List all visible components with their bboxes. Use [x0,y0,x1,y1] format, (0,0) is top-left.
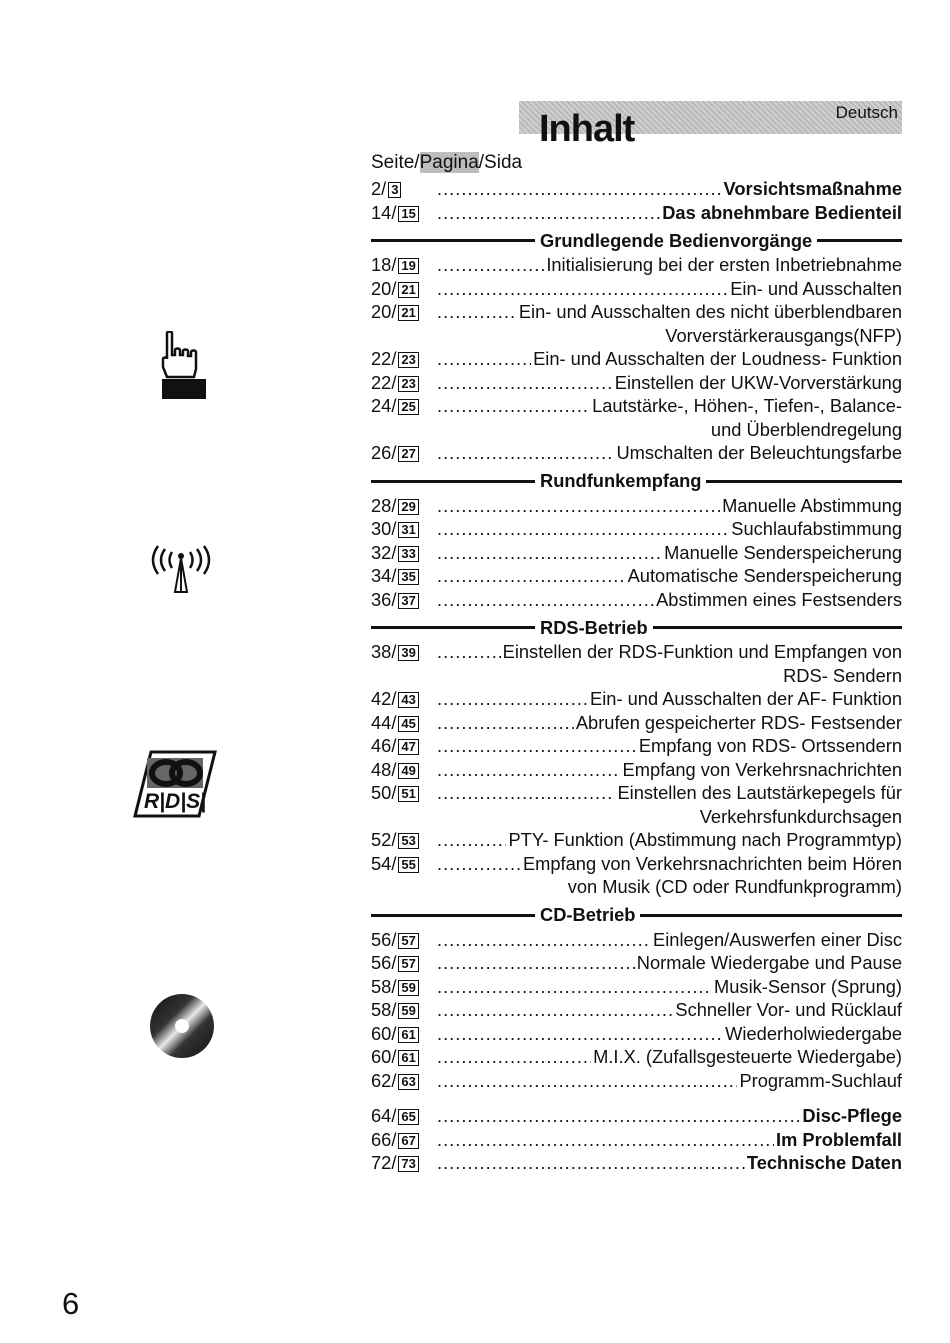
dot-leader [437,300,517,324]
section-rule [371,239,535,242]
section-title: Grundlegende Bedienvorgänge [540,229,813,251]
toc-page-ref [371,828,437,852]
page-number-de: 58/ [371,999,397,1020]
compact-disc-icon [148,992,216,1065]
dot-leader [437,441,614,465]
page-number-boxed: 61 [398,1050,418,1066]
page-number-boxed: 39 [398,645,418,661]
toc-entry [371,517,902,541]
toc-entry [371,928,902,952]
toc-page-ref [371,975,437,999]
toc-page-ref [371,1128,437,1152]
toc-page-ref [371,494,437,518]
dot-leader [437,1104,800,1128]
page-number-de: 48/ [371,758,397,780]
page-number-de: 72/ [371,1152,397,1173]
toc-page-ref [371,1104,437,1128]
toc-entry [371,371,902,395]
toc-entry-title: Ein- und Ausschalten der AF- Funktion [590,688,902,709]
page-number-boxed: 25 [398,399,418,415]
toc-section-heading [371,903,902,928]
page-number-de: 38/ [371,641,397,662]
toc-entry [371,1151,902,1175]
toc-page-ref [371,1069,437,1093]
page-number-de: 22/ [371,348,397,369]
dot-leader [437,1151,745,1175]
toc-entry-title: Lautstärke-, Höhen-, Tiefen-, Balance- [592,395,902,416]
toc-entry [371,441,902,465]
dot-leader [437,588,654,612]
toc-page-ref [371,1045,437,1069]
toc-entry-title-continued: von Musik (CD oder Rundfunkprogramm) [567,876,902,897]
page-number-boxed: 45 [398,716,418,732]
dot-leader [437,347,531,371]
toc-entry [371,1069,902,1093]
page-number-de: 50/ [371,782,397,803]
page-number-boxed: 59 [398,980,418,996]
column-header-pagina: Pagina [419,152,479,173]
page-number-boxed: 21 [398,305,418,321]
dot-leader [437,277,728,301]
toc-entry-title: Suchlaufabstimmung [731,518,902,539]
dot-leader [437,494,720,518]
toc-entry [371,564,902,588]
section-title: RDS-Betrieb [540,616,648,638]
toc-entry-title: Programm-Suchlauf [739,1069,902,1091]
toc-entry [371,1045,902,1069]
toc-entry-title: Einstellen der RDS-Funktion und Empfangen von [502,641,902,662]
toc-entry [371,347,902,371]
toc-entry-title-continued: Verkehrsfunkdurchsagen [699,805,902,827]
toc-page-ref [371,1022,437,1046]
page-number-boxed: 31 [398,522,418,538]
page-number-boxed: 3 [388,182,401,198]
dot-leader [437,1045,591,1069]
language-label: Deutsch [835,103,898,122]
toc-entry [371,975,902,999]
toc-page-ref [371,517,437,541]
toc-page-ref [371,951,437,975]
page-number-de: 24/ [371,395,397,416]
table-of-contents [371,177,902,1175]
toc-page-ref [371,734,437,758]
toc-entry [371,494,902,518]
page-number-de: 62/ [371,1069,397,1091]
page-number-de: 30/ [371,518,397,539]
section-rule [371,914,535,917]
toc-page-ref [371,300,437,324]
page-number-de: 46/ [371,735,397,756]
column-header [371,153,522,172]
toc-entry [371,998,902,1022]
page-number-boxed: 73 [398,1156,418,1172]
page-number-boxed: 21 [398,282,418,298]
toc-entry-title-continued: Vorverstärkerausgangs(NFP) [665,324,902,346]
dot-leader [437,177,722,201]
toc-entry-title: Schneller Vor- und Rücklauf [675,999,902,1020]
toc-entry-title-continued: und Überblendregelung [710,418,902,440]
page-number-boxed: 53 [398,833,418,849]
dot-leader [437,928,651,952]
toc-entry-title: Manuelle Senderspeicherung [664,541,902,563]
toc-section-heading [371,469,902,494]
toc-page-ref [371,998,437,1022]
page-number-boxed: 61 [398,1027,418,1043]
rds-logo-icon [133,748,217,825]
page-number-de: 60/ [371,1046,397,1067]
dot-leader [437,253,544,277]
toc-section-heading [371,228,902,253]
toc-entry [371,177,902,201]
toc-entry-title: Umschalten der Beleuchtungsfarbe [616,442,902,463]
toc-entry [371,253,902,277]
page-number-de: 2/ [371,178,387,199]
page-number-de: 52/ [371,829,397,850]
toc-page-ref [371,758,437,782]
dot-leader [437,711,574,735]
page-number: 6 [62,1286,80,1321]
page-number-de: 58/ [371,975,397,997]
toc-entry [371,828,902,852]
toc-page-ref [371,1151,437,1175]
toc-page-ref [371,640,437,664]
toc-entry [371,734,902,758]
dot-leader [437,371,613,395]
page-number-boxed: 55 [398,857,418,873]
toc-page-ref [371,394,437,418]
toc-entry [371,300,902,324]
toc-entry-title: Ein- und Ausschalten [730,277,902,299]
toc-entry-title: Ein- und Ausschalten des nicht überblendbaren [518,301,902,322]
toc-entry-title: Technische Daten [746,1152,902,1173]
section-rule [371,626,535,629]
dot-leader [437,852,521,876]
dot-leader [437,394,590,418]
page-number-boxed: 57 [398,933,418,949]
page-number-de: 28/ [371,494,397,516]
toc-entry-title: Automatische Senderspeicherung [627,565,902,586]
dot-leader [437,1022,723,1046]
toc-entry [371,394,902,418]
page-number-boxed: 49 [398,763,418,779]
toc-entry [371,951,902,975]
toc-entry-title: Einlegen/Auswerfen einer Disc [653,928,902,950]
toc-entry-title: Empfang von RDS- Ortssendern [638,735,902,756]
page-number-de: 26/ [371,442,397,463]
page-number-boxed: 15 [398,206,418,222]
page-number-boxed: 59 [398,1003,418,1019]
page-number-de: 20/ [371,277,397,299]
dot-leader [437,201,660,225]
dot-leader [437,687,588,711]
toc-entry-title: Normale Wiedergabe und Pause [636,952,902,973]
toc-entry-title: Einstellen des Lautstärkepegels für [617,782,902,803]
page-number-boxed: 63 [398,1074,418,1090]
dot-leader [437,758,621,782]
page-number-de: 64/ [371,1105,397,1126]
page-number-de: 14/ [371,201,397,223]
dot-leader [437,734,637,758]
dot-leader [437,1128,774,1152]
page-number-boxed: 57 [398,956,418,972]
dot-leader [437,1069,737,1093]
toc-entry-title: Einstellen der UKW-Vorverstärkung [614,371,902,393]
page-number-boxed: 47 [398,739,418,755]
toc-entry-title-continued: RDS- Sendern [783,664,902,686]
section-rule [371,480,535,483]
page-number-boxed: 37 [398,593,418,609]
toc-entry-title: Im Problemfall [776,1128,902,1150]
dot-leader [437,564,626,588]
page-number-de: 66/ [371,1128,397,1150]
toc-entry-title: Ein- und Ausschalten der Loudness- Funktion [533,348,902,369]
page-title: Inhalt [539,108,635,150]
page-number-de: 56/ [371,928,397,950]
section-rule [706,480,902,483]
section-rule [640,914,902,917]
toc-entry [371,852,902,876]
dot-leader [437,975,712,999]
toc-entry-title: Abstimmen eines Festsenders [656,588,902,610]
toc-page-ref [371,588,437,612]
toc-entry-title: Manuelle Abstimmung [722,494,902,516]
column-header-seite: Seite/ [371,152,420,173]
page-number-de: 54/ [371,852,397,874]
toc-entry [371,541,902,565]
page-number-boxed: 23 [398,352,418,368]
page-number-de: 44/ [371,711,397,733]
dot-leader [437,828,506,852]
toc-entry [371,588,902,612]
column-header-sida: /Sida [478,152,523,173]
radio-antenna-icon [146,536,216,601]
page-number-boxed: 67 [398,1133,418,1149]
toc-entry [371,758,902,782]
toc-entry-title: Disc-Pflege [802,1105,902,1126]
toc-page-ref [371,541,437,565]
toc-page-ref [371,687,437,711]
toc-entry [371,277,902,301]
toc-entry-title: M.I.X. (Zufallsgesteuerte Wiedergabe) [593,1046,902,1067]
toc-page-ref [371,564,437,588]
page-number-boxed: 19 [398,258,418,274]
page-number-boxed: 51 [398,786,418,802]
toc-page-ref [371,781,437,805]
toc-entry-title: Wiederholwiedergabe [725,1022,902,1044]
toc-page-ref [371,347,437,371]
toc-page-ref [371,441,437,465]
page-number-de: 36/ [371,588,397,610]
toc-entry [371,1128,902,1152]
dot-leader [437,541,662,565]
dot-leader [437,517,729,541]
page-number-boxed: 43 [398,692,418,708]
toc-entry [371,1104,902,1128]
page-number-boxed: 27 [398,446,418,462]
toc-entry-title: Empfang von Verkehrsnachrichten beim Hören [522,852,902,874]
toc-entry-title: Das abnehmbare Bedienteil [662,201,902,223]
toc-entry-title: Musik-Sensor (Sprung) [714,975,902,997]
page-number-de: 32/ [371,541,397,563]
dot-leader [437,640,501,664]
toc-page-ref [371,371,437,395]
toc-page-ref [371,253,437,277]
page-number-de: 60/ [371,1022,397,1044]
toc-entry [371,781,902,805]
toc-page-ref [371,177,437,201]
page-number-de: 56/ [371,952,397,973]
page-number-de: 18/ [371,254,397,275]
toc-spacer [371,1092,902,1104]
toc-page-ref [371,201,437,225]
page-number-boxed: 29 [398,499,418,515]
toc-page-ref [371,711,437,735]
toc-entry [371,711,902,735]
toc-entry-title: PTY- Funktion (Abstimmung nach Programmtyp) [508,829,902,850]
toc-entry [371,1022,902,1046]
hand-pointer-icon [159,331,209,406]
section-title: CD-Betrieb [540,904,636,926]
toc-section-heading [371,615,902,640]
toc-entry-title: Abrufen gespeicherter RDS- Festsender [575,711,902,733]
toc-entry-title: Vorsichtsmaßnahme [723,178,902,199]
toc-entry-title: Initialisierung bei der ersten Inbetriebnahme [546,254,902,275]
page-number-boxed: 33 [398,546,418,562]
page-number-boxed: 65 [398,1109,418,1125]
toc-entry [371,201,902,225]
rds-logo-letters: R|D|S| [144,790,206,813]
section-rule [817,239,902,242]
toc-entry [371,640,902,664]
page-number-de: 22/ [371,371,397,393]
dot-leader [437,998,673,1022]
toc-page-ref [371,928,437,952]
page-number-boxed: 35 [398,569,418,585]
page-number-de: 42/ [371,688,397,709]
toc-page-ref [371,852,437,876]
dot-leader [437,781,615,805]
page-number-de: 20/ [371,301,397,322]
page-number-boxed: 23 [398,376,418,392]
section-rule [653,626,902,629]
section-title: Rundfunkempfang [540,470,702,492]
toc-entry [371,687,902,711]
dot-leader [437,951,635,975]
toc-page-ref [371,277,437,301]
toc-entry-title: Empfang von Verkehrsnachrichten [622,758,902,780]
page-number-de: 34/ [371,565,397,586]
